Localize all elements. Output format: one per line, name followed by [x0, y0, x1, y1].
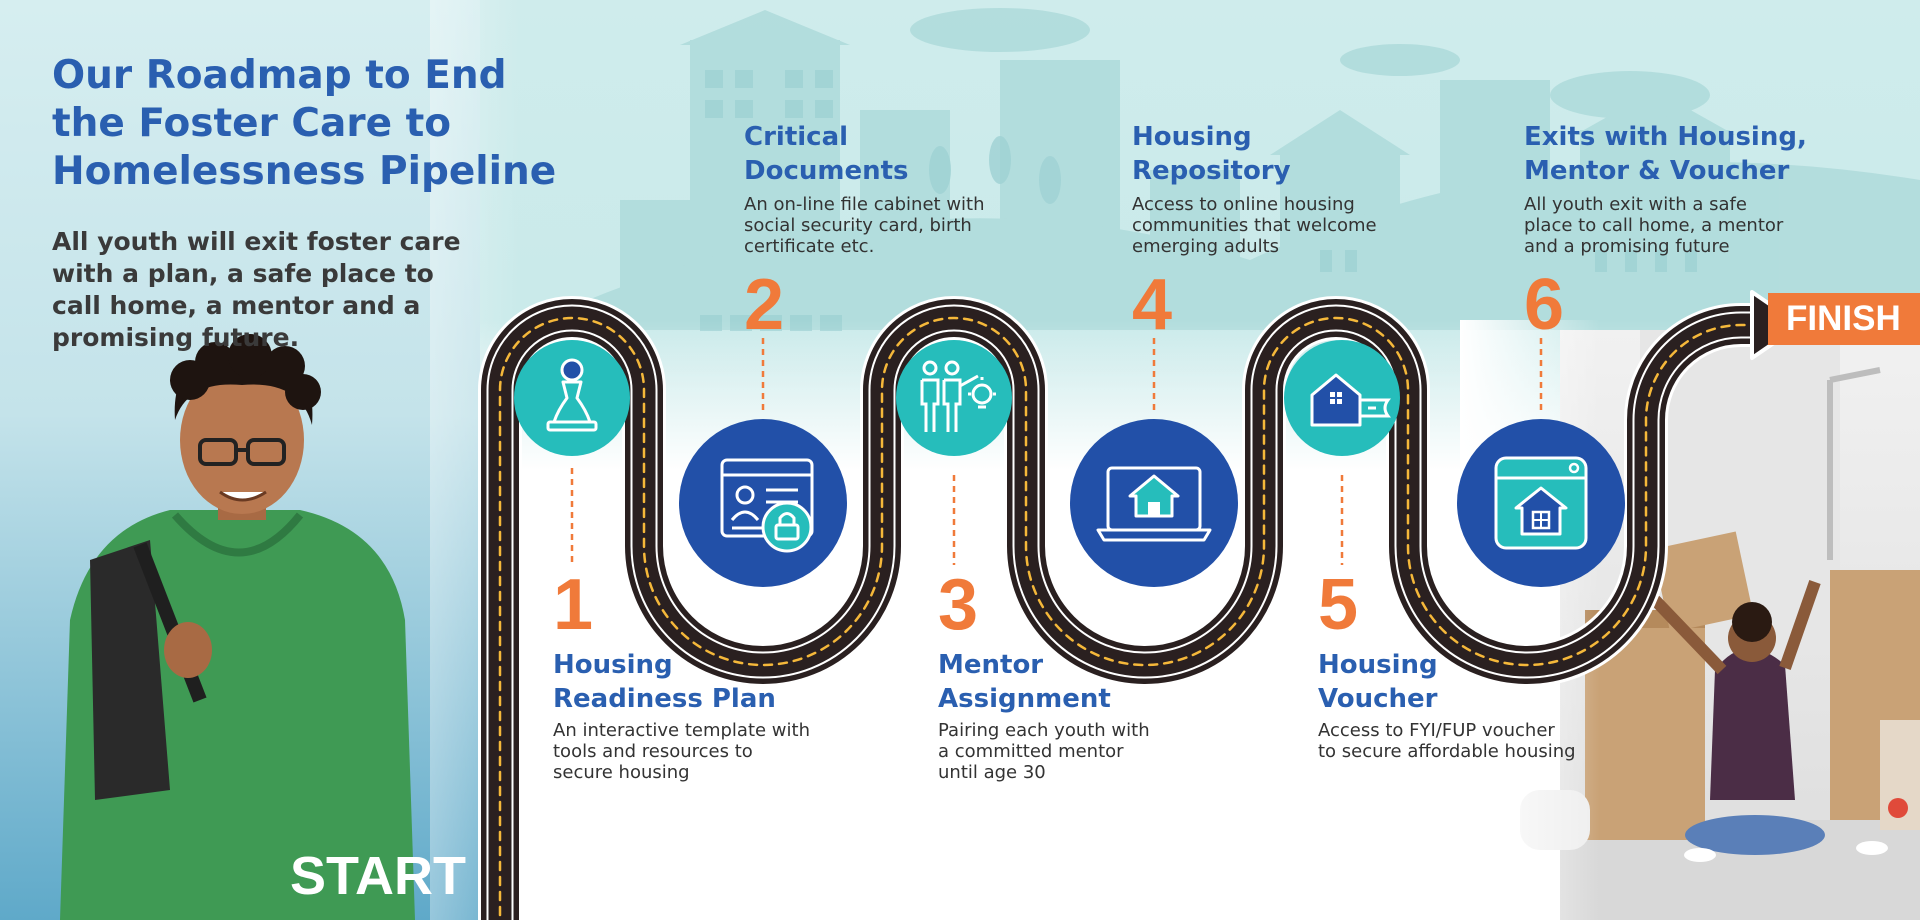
step-description-line: An interactive template with [553, 720, 810, 741]
laptop-house-icon [1070, 419, 1238, 587]
step-title-line: Voucher [1318, 684, 1438, 714]
secure-id-document-icon [679, 419, 847, 587]
step-6 [1524, 120, 1824, 345]
house-ticket-icon [1284, 340, 1400, 456]
step-description-line: and a promising future [1524, 236, 1730, 257]
step-description-line: emerging adults [1132, 236, 1280, 257]
browser-house-icon [1457, 419, 1625, 587]
step-title-line: Readiness Plan [553, 684, 776, 714]
step-title-line: Housing [1318, 650, 1438, 680]
step-description-line: All youth exit with a safe [1524, 194, 1747, 215]
step-description-line: tools and resources to [553, 741, 753, 762]
step-description [1132, 194, 1432, 257]
step-title-line: Repository [1132, 156, 1291, 186]
step-title-line: Housing [553, 650, 673, 680]
chess-pawn-icon [514, 340, 630, 456]
step-description [1318, 720, 1618, 762]
step-description-line: Access to online housing [1132, 194, 1355, 215]
step-description-line: place to call home, a mentor [1524, 215, 1784, 236]
step-4 [1132, 120, 1432, 345]
step-number: 1 [553, 565, 594, 645]
step-description [938, 720, 1238, 783]
step-number: 2 [744, 265, 785, 345]
start-label: START [290, 846, 466, 906]
step-title-line: Documents [744, 156, 909, 186]
step-1 [553, 565, 853, 783]
step-description-line: secure housing [553, 762, 690, 783]
step-number: 3 [938, 565, 979, 645]
step-description-line: a committed mentor [938, 741, 1124, 762]
step-description-line: Access to FYI/FUP voucher [1318, 720, 1555, 741]
step-description [1524, 194, 1824, 257]
step-number: 4 [1132, 265, 1173, 345]
mentor-teaching-icon [896, 340, 1012, 456]
step-2 [744, 120, 1044, 345]
step-title-line: Exits with Housing, [1524, 122, 1807, 152]
step-description-line: Pairing each youth with [938, 720, 1150, 741]
step-description-line: social security card, birth [744, 215, 972, 236]
finish-label: FINISH [1786, 299, 1901, 338]
step-title-line: Housing [1132, 122, 1252, 152]
step-description-line: communities that welcome [1132, 215, 1377, 236]
step-description [744, 194, 1044, 257]
step-title-line: Mentor & Voucher [1524, 156, 1790, 186]
step-number: 6 [1524, 265, 1565, 345]
step-description-line: certificate etc. [744, 236, 875, 257]
step-number: 5 [1318, 565, 1359, 645]
mission-statement: All youth will exit foster care with a plan, a safe place to call home, a mentor and a promising future. [52, 227, 461, 352]
step-title-line: Mentor [938, 650, 1044, 680]
step-title-line: Critical [744, 122, 849, 152]
page-title: Our Roadmap to End the Foster Care to Homelessness Pipeline [52, 53, 557, 194]
step-description-line: until age 30 [938, 762, 1046, 783]
step-description [553, 720, 853, 783]
step-description-line: to secure affordable housing [1318, 741, 1576, 762]
step-5 [1318, 565, 1618, 762]
step-title-line: Assignment [938, 684, 1111, 714]
step-description-line: An on-line file cabinet with [744, 194, 985, 215]
step-3 [938, 565, 1238, 783]
